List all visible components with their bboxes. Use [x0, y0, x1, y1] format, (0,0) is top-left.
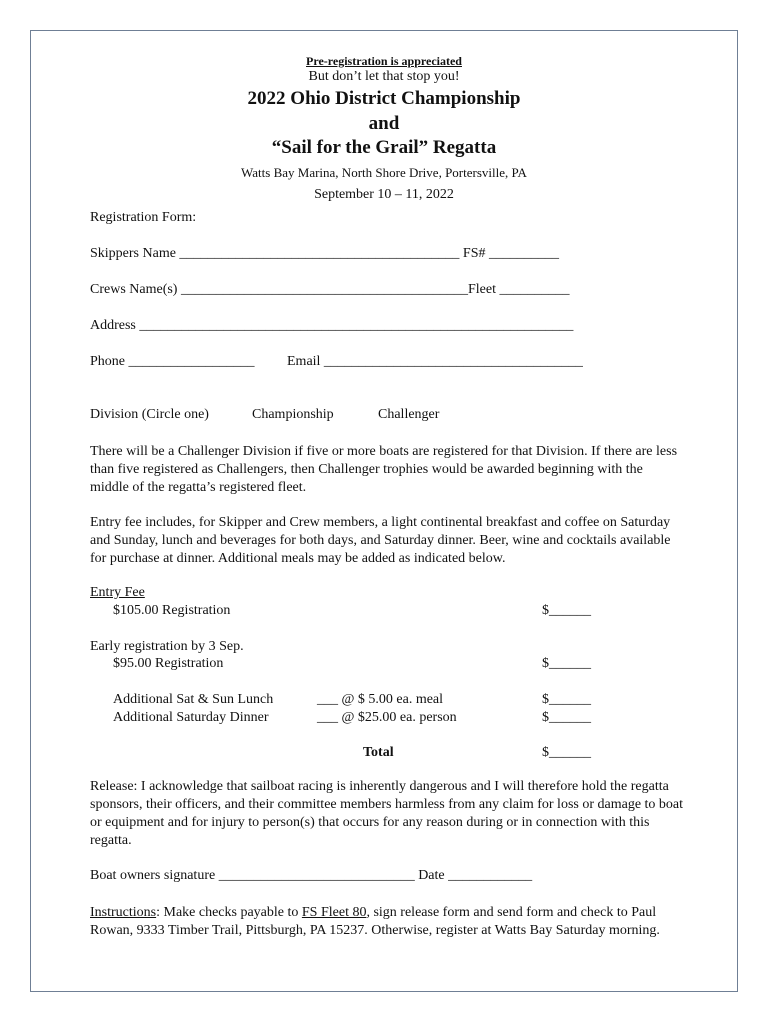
- instructions-text-after: , sign release form and send form and check to Paul Rowan, 9333 Timber Trail, Pittsburgh, PA 15237. Otherwise, register at Watts Bay Saturday morning.: [90, 905, 660, 938]
- dinner-amount-field[interactable]: $______: [542, 710, 591, 725]
- early-registration-amount-field[interactable]: $______: [542, 656, 591, 671]
- event-location: Watts Bay Marina, North Shore Drive, Portersville, PA: [241, 165, 527, 180]
- pre-registration-note: Pre-registration is appreciated: [306, 54, 462, 68]
- dinner-quantity-field[interactable]: ___ @ $25.00 ea. person: [317, 710, 457, 725]
- early-registration-heading: Early registration by 3 Sep.: [90, 639, 244, 654]
- challenger-paragraph: There will be a Challenger Division if five or more boats are registered for that Division. If there are less than five registered as Challengers, then Challenger trophies would be awarded beginning with the middle of the regatta’s registered fleet.: [90, 444, 678, 495]
- instructions-text-before: : Make checks payable to: [156, 905, 302, 920]
- entry-fee-paragraph: Entry fee includes, for Skipper and Crew members, a light continental breakfast and coffee on Saturday and Sunday, lunch and beverages for both days, and Saturday dinner. Beer, wine and cocktails available for purchase at dinner. Additional meals may be added as indicated below.: [90, 515, 671, 566]
- address-field[interactable]: Address ______________________________________________________________: [90, 318, 574, 333]
- division-label: Division (Circle one): [90, 407, 209, 422]
- instructions-label: Instructions: [90, 905, 157, 920]
- release-paragraph: Release: I acknowledge that sailboat racing is inherently dangerous and I will therefore hold the regatta sponsors, their officers, and their committee members harmless from any claim for loss or damage to boat or equipment and for injury to person(s) that occurs for any reason during or in connection with this regatta.: [90, 779, 684, 848]
- division-championship-option[interactable]: Championship: [252, 407, 334, 422]
- instructions-paragraph: [90, 904, 685, 940]
- total-label: Total: [363, 745, 394, 760]
- form-heading: Registration Form:: [90, 210, 197, 225]
- event-dates: September 10 – 11, 2022: [314, 187, 454, 202]
- crews-name-field[interactable]: Crews Name(s) _________________________________________Fleet __________: [90, 282, 570, 297]
- phone-field[interactable]: Phone __________________: [90, 354, 255, 369]
- email-field[interactable]: Email _____________________________________: [287, 354, 583, 369]
- total-amount-field[interactable]: $______: [542, 745, 591, 760]
- division-challenger-option[interactable]: Challenger: [378, 407, 440, 422]
- page-title: 2022 Ohio District Championship: [247, 88, 521, 109]
- title-conjunction: and: [368, 113, 400, 134]
- lunch-label: Additional Sat & Sun Lunch: [113, 692, 274, 707]
- early-registration-fee: $95.00 Registration: [113, 656, 224, 671]
- lunch-quantity-field[interactable]: ___ @ $ 5.00 ea. meal: [317, 692, 444, 707]
- registration-fee: $105.00 Registration: [113, 603, 231, 618]
- dinner-label: Additional Saturday Dinner: [113, 710, 269, 725]
- regatta-title: “Sail for the Grail” Regatta: [271, 137, 497, 158]
- registration-amount-field[interactable]: $______: [542, 603, 591, 618]
- signature-date-field[interactable]: Boat owners signature ____________________________ Date ____________: [90, 868, 533, 883]
- payee-name: FS Fleet 80: [301, 905, 367, 920]
- subline: But don’t let that stop you!: [308, 69, 460, 84]
- lunch-amount-field[interactable]: $______: [542, 692, 591, 707]
- skippers-name-field[interactable]: Skippers Name ________________________________________ FS# __________: [90, 246, 559, 261]
- entry-fee-heading: Entry Fee: [90, 585, 145, 600]
